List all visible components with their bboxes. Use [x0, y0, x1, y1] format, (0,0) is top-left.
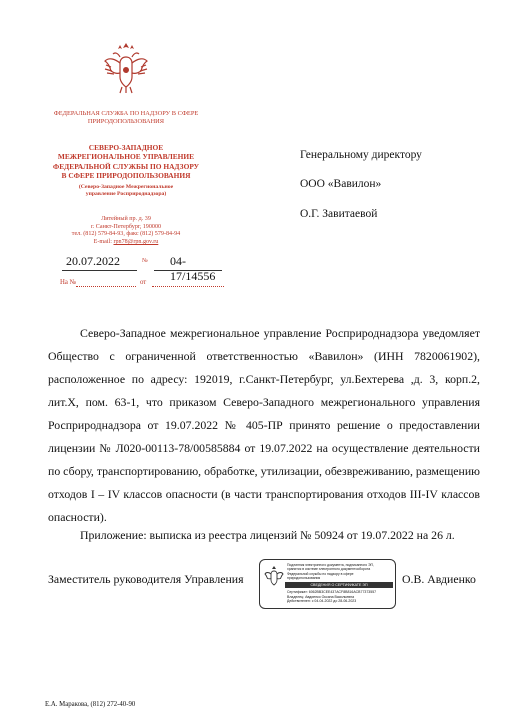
- recipient-name: О.Г. Завитаевой: [300, 208, 378, 220]
- recipient-company: ООО «Вавилон»: [300, 178, 382, 190]
- agency-line: МЕЖРЕГИОНАЛЬНОЕ УПРАВЛЕНИЕ: [57, 152, 195, 162]
- agency-line: СЕВЕРО-ЗАПАДНОЕ: [88, 143, 164, 152]
- agency-abbr-line: управление Росприроднадзора): [85, 191, 167, 198]
- letter-body-paragraph: Северо-Западное межрегиональное управление Росприроднадзора уведомляет Общество с ограниченной ответственностью «Вавилон» (ИНН 7820061902), расположенное по адресу: 192019, г.Санкт-Петербург, ул.Бехтерева ,д. 3, корп.2, лит.Х, пом. 63-1, что приказом Северо-Западного межрегионального управления Росприроднадзора от 19.07.2022 № 405-ПР принято решение о предоставлении лицензии № Л020-00113-78/00585884 от 19.07.2022 на осуществление деятельности по сбору, транспортированию, обработке, утилизации, обезвреживанию, размещению отходов I – IV классов опасности (в части транспортирования отходов III-IV классов опасности).: [48, 326, 480, 524]
- ref-number-line: [76, 286, 136, 287]
- agency-federal-name: ФЕДЕРАЛЬНАЯ СЛУЖБА ПО НАДЗОРУ В СФЕРЕ ПРИРОДОПОЛЬЗОВАНИЯ: [53, 110, 199, 125]
- agency-regional-name: [40, 143, 212, 180]
- agency-abbreviation: [40, 184, 212, 198]
- agency-line: В СФЕРЕ ПРИРОДОПОЛЬЗОВАНИЯ: [61, 170, 191, 180]
- agency-abbr-line: (Северо-Западное Межрегиональное: [78, 184, 174, 190]
- stamp-emblem-icon: [264, 566, 284, 588]
- stamp-note-line: природопользования: [287, 575, 321, 580]
- address-line: Литейный пр. д. 39: [101, 216, 151, 222]
- outgoing-number: 04-17/14556: [170, 254, 216, 283]
- appendix-line: Приложение: выписка из реестра лицензий № 50924 от 19.07.2022 на 26 л.: [80, 528, 455, 542]
- address-line: г. Санкт-Петербург, 190000: [90, 223, 162, 230]
- outgoing-date: 20.07.2022: [66, 254, 120, 268]
- electronic-signature-stamp: [259, 559, 396, 609]
- email-link[interactable]: rpn78@rpn.gov.ru: [113, 238, 159, 245]
- reference-row: [60, 279, 230, 286]
- agency-line: ФЕДЕРАЛЬНОЙ СЛУЖБЫ ПО НАДЗОРУ: [52, 161, 200, 171]
- date-underline: [62, 270, 137, 271]
- stamp-banner: СВЕДЕНИЯ О СЕРТИФИКАТЕ ЭП: [285, 582, 393, 588]
- double-headed-eagle-emblem-icon: [103, 43, 149, 95]
- stamp-owner: Владелец: Авдиенко Оксана Васильевна: [287, 594, 355, 599]
- stamp-note-line: Федеральной службы по надзору в сфере: [287, 571, 354, 576]
- address-line: тел. (812) 579-84-93, факс (812) 579-84-94: [71, 231, 181, 238]
- ref-date-line: [152, 286, 224, 287]
- stamp-certificate-details: [287, 590, 395, 604]
- stamp-certificate: Сертификат: 6062BB3CEE437ACF8B816ACB77373557: [287, 590, 377, 594]
- email-label: E-mail:: [93, 238, 112, 245]
- ref-label: На №: [60, 279, 77, 286]
- stamp-note: [287, 563, 393, 580]
- recipient-position: Генеральному директору: [300, 149, 422, 161]
- executor-contact: Е.А. Маракова, (812) 272-40-90: [45, 701, 136, 708]
- signer-title: Заместитель руководителя Управления: [48, 572, 244, 586]
- number-sign: №: [142, 258, 148, 264]
- stamp-note-line: хранится в системе электронного документооборота: [287, 567, 371, 572]
- stamp-note-line: Подлинник электронного документа, подписанного ЭП,: [287, 563, 374, 567]
- stamp-validity: Действителен: с 04-04-2022 до 28-06-2023: [287, 599, 357, 604]
- agency-address: [40, 216, 212, 246]
- ref-from-label: от: [140, 279, 147, 286]
- email-line: [40, 239, 212, 247]
- signer-name: О.В. Авдиенко: [402, 572, 476, 586]
- number-underline: [154, 270, 222, 271]
